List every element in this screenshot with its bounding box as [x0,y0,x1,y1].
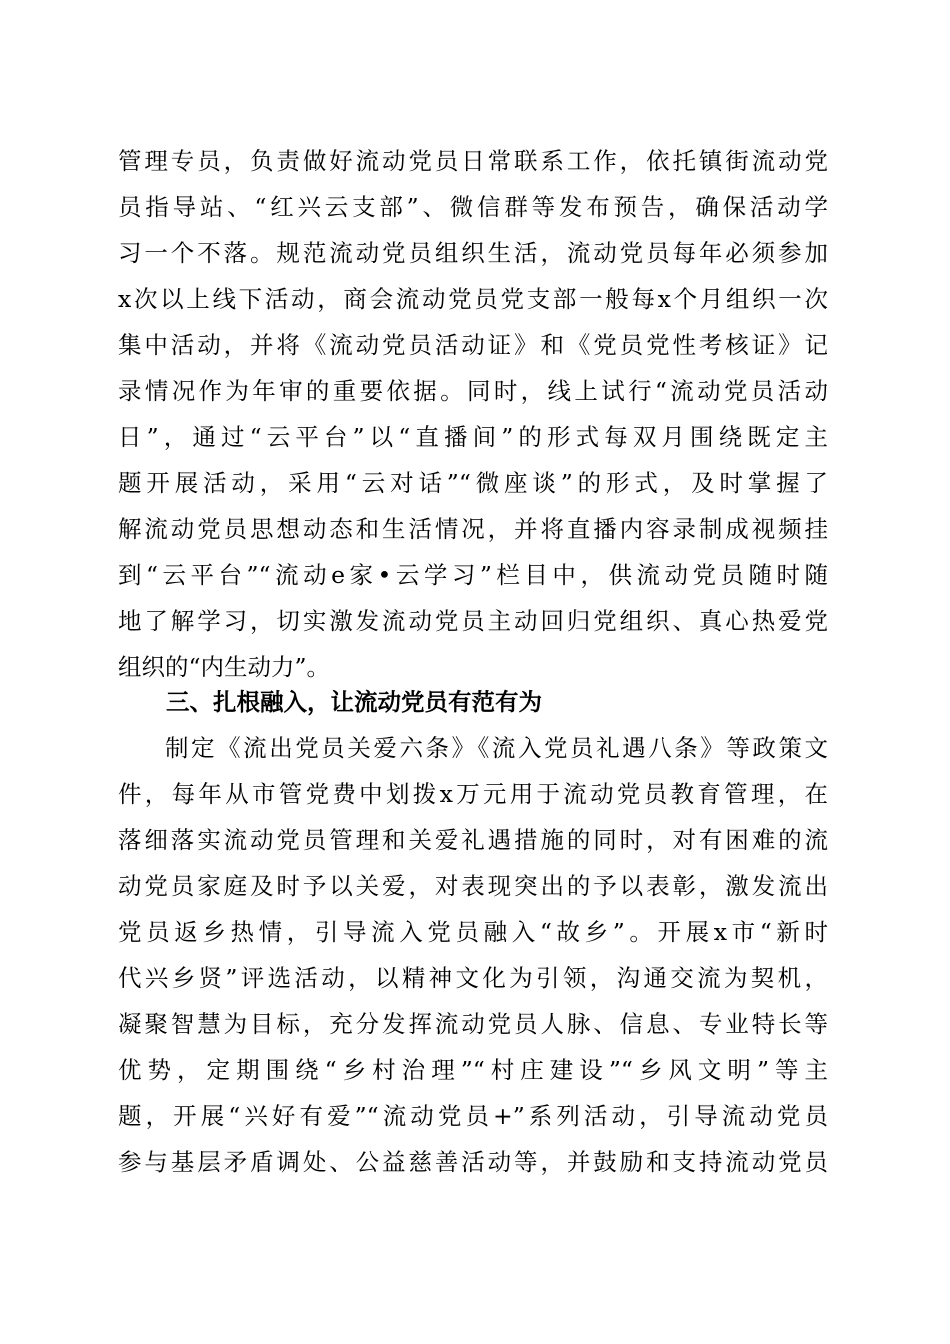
paragraph-line: 员指导站、“红兴云支部”、微信群等发布预告，确保活动学 [118,193,828,221]
paragraph-line: 凝聚智慧为目标，充分发挥流动党员人脉、信息、专业特长等 [118,1010,828,1038]
paragraph-line: 党员返乡热情，引导流入党员融入“故乡”。开展x市“新时 [118,918,828,946]
paragraph-line: 代兴乡贤”评选活动，以精神文化为引领，沟通交流为契机， [118,964,828,992]
paragraph-line: 解流动党员思想动态和生活情况，并将直播内容录制成视频挂 [118,515,828,543]
paragraph-line: 组织的“内生动力”。 [118,653,331,681]
paragraph-line: 录情况作为年审的重要依据。同时，线上试行“流动党员活动 [118,377,828,405]
paragraph-line: 题，开展“兴好有爱”“流动党员+”系列活动，引导流动党员 [118,1102,828,1130]
paragraph-line: 集中活动，并将《流动党员活动证》和《党员党性考核证》记 [118,331,828,359]
paragraph-line: 到“云平台”“流动e家•云学习”栏目中，供流动党员随时随 [118,561,828,589]
paragraph-line: 习一个不落。规范流动党员组织生活，流动党员每年必须参加 [118,239,828,267]
paragraph-line: 日”，通过“云平台”以“直播间”的形式每双月围绕既定主 [118,423,828,451]
paragraph-line: 件，每年从市管党费中划拨x万元用于流动党员教育管理，在 [118,780,828,808]
paragraph-line: 题开展活动，采用“云对话”“微座谈”的形式，及时掌握了 [118,469,828,497]
paragraph-line: 地了解学习，切实激发流动党员主动回归党组织、真心热爱党 [118,607,828,635]
paragraph-line: 管理专员，负责做好流动党员日常联系工作，依托镇街流动党 [118,147,828,175]
paragraph-line: 优势，定期围绕“乡村治理”“村庄建设”“乡风文明”等主 [118,1056,828,1084]
paragraph-line: 落细落实流动党员管理和关爱礼遇措施的同时，对有困难的流 [118,826,828,854]
paragraph-line: 动党员家庭及时予以关爱，对表现突出的予以表彰，激发流出 [118,872,828,900]
heading-text: 三、扎根融入，让流动党员有范有为 [166,688,542,716]
paragraph-line-indented: 制定《流出党员关爱六条》《流入党员礼遇八条》等政策文 [165,734,828,762]
paragraph-line: 参与基层矛盾调处、公益慈善活动等，并鼓励和支持流动党员 [118,1148,828,1176]
paragraph-line: x次以上线下活动，商会流动党员党支部一般每x个月组织一次 [118,285,828,313]
